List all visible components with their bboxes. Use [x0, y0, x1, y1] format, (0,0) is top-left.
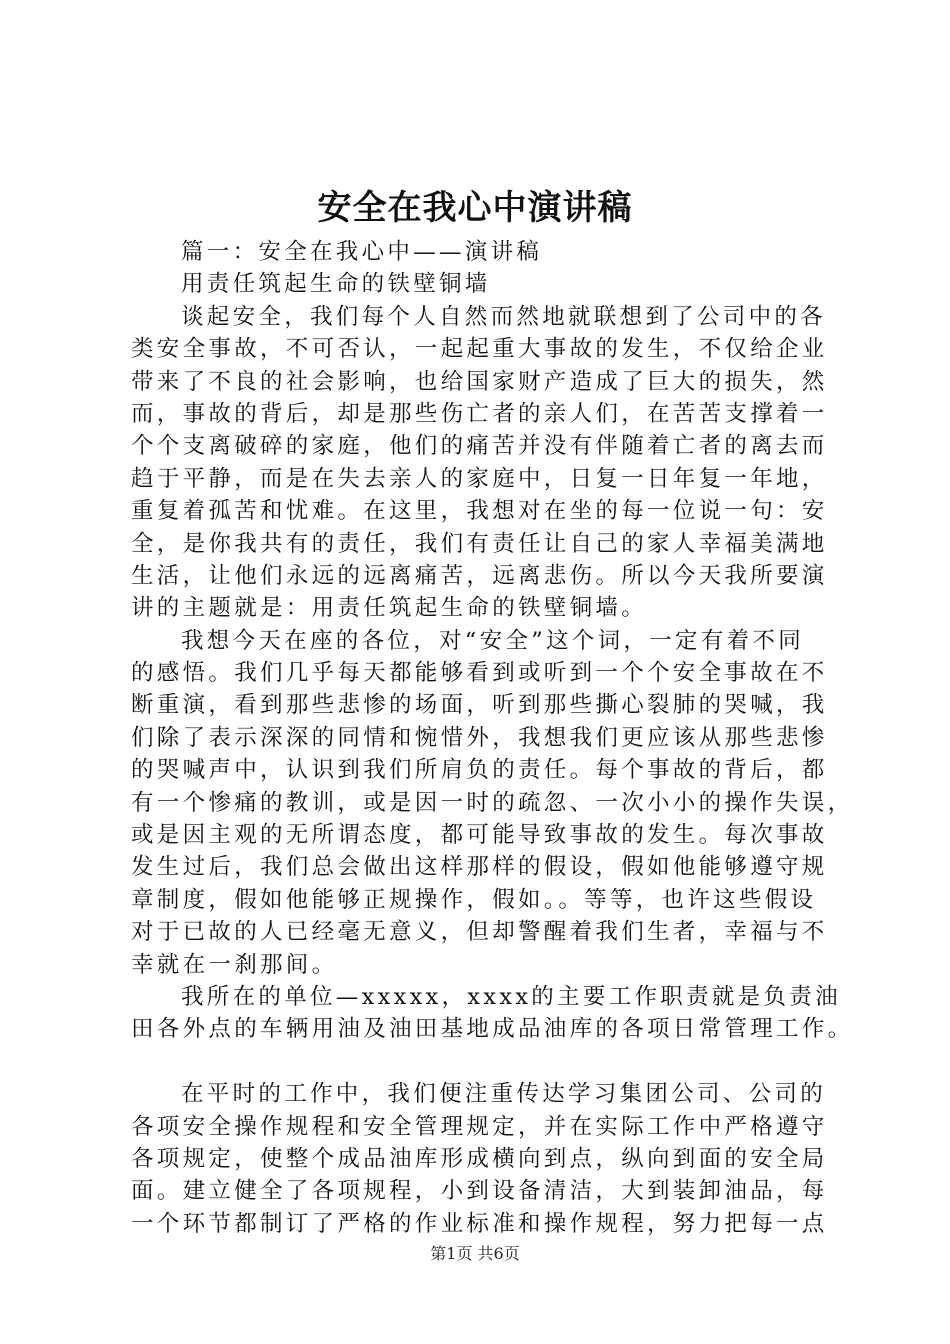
- paragraph-line: 类安全事故，不可否认，一起起重大事故的发生，不仅给企业: [131, 336, 828, 363]
- paragraph-line: 面。建立健全了各项规程，小到设备清洁，大到装卸油品，每: [131, 1178, 828, 1205]
- paragraph-line: 对于已故的人已经毫无意义，但却警醒着我们生者，幸福与不: [131, 919, 828, 946]
- paragraph-gap: [131, 1046, 835, 1078]
- paragraph-line: 发生过后，我们总会做出这样那样的假设，假如他能够遵守规: [131, 854, 828, 881]
- speech-subtitle: 用责任筑起生命的铁壁铜墙: [181, 271, 491, 298]
- paragraph-line: 的感悟。我们几乎每天都能够看到或听到一个个安全事故在不: [131, 660, 828, 687]
- paragraph-line: 重复着孤苦和忧难。在这里，我想对在坐的每一位说一句：安: [131, 498, 828, 525]
- paragraph-line: 一个环节都制订了严格的作业标准和操作规程，努力把每一点: [131, 1210, 828, 1237]
- paragraph-line: 的哭喊声中，认识到我们所肩负的责任。每个事故的背后，都: [131, 757, 828, 784]
- paragraph-line: 讲的主题就是：用责任筑起生命的铁壁铜墙。: [131, 595, 648, 622]
- paragraph-line: 幸就在一刹那间。: [131, 951, 338, 978]
- document-body: [131, 236, 854, 1240]
- page-footer: 第1页 共6页: [430, 1244, 520, 1263]
- paragraph-line: 有一个惨痛的教训，或是因一时的疏忽、一次小小的操作失误，: [131, 789, 854, 816]
- paragraph-line: 在平时的工作中，我们便注重传达学习集团公司、公司的: [181, 1081, 827, 1108]
- section-heading: 篇一：安全在我心中——演讲稿: [181, 239, 543, 265]
- paragraph-line: 个个支离破碎的家庭，他们的痛苦并没有伴随着亡者的离去而: [131, 433, 828, 460]
- paragraph-line: 各项安全操作规程和安全管理规定，并在实际工作中严格遵守: [131, 1113, 828, 1140]
- paragraph-line: 谈起安全，我们每个人自然而然地就联想到了公司中的各: [181, 303, 827, 330]
- paragraph-line: 全，是你我共有的责任，我们有责任让自己的家人幸福美满地: [131, 530, 828, 557]
- paragraph-line: 各项规定，使整个成品油库形成横向到点，纵向到面的安全局: [131, 1145, 828, 1172]
- paragraph-line: 田各外点的车辆用油及油田基地成品油库的各项日常管理工作。: [131, 1016, 854, 1043]
- paragraph-line: 们除了表示深深的同情和惋惜外，我想我们更应该从那些悲惨: [131, 724, 828, 751]
- paragraph-line: 断重演，看到那些悲惨的场面，听到那些撕心裂肺的哭喊，我: [131, 692, 828, 719]
- paragraph-line: 趋于平静，而是在失去亲人的家庭中，日复一日年复一年地，: [131, 465, 828, 492]
- paragraph-line: 章制度，假如他能够正规操作，假如。。等等，也许这些假设: [131, 886, 817, 913]
- paragraph-line: 带来了不良的社会影响，也给国家财产造成了巨大的损失，然: [131, 368, 828, 395]
- paragraph-line: 我想今天在座的各位，对“安全”这个词，一定有着不同: [181, 627, 805, 654]
- document-title: 安全在我心中演讲稿: [317, 188, 633, 228]
- paragraph-line: 或是因主观的无所谓态度，都可能导致事故的发生。每次事故: [131, 822, 828, 849]
- paragraph-line: 生活，让他们永远的远离痛苦，远离悲伤。所以今天我所要演: [131, 562, 828, 589]
- paragraph-line: 而，事故的背后，却是那些伤亡者的亲人们，在苦苦支撑着一: [131, 400, 828, 427]
- paragraph-line: 我所在的单位—xxxxx，xxxx的主要工作职责就是负责油: [181, 983, 841, 1010]
